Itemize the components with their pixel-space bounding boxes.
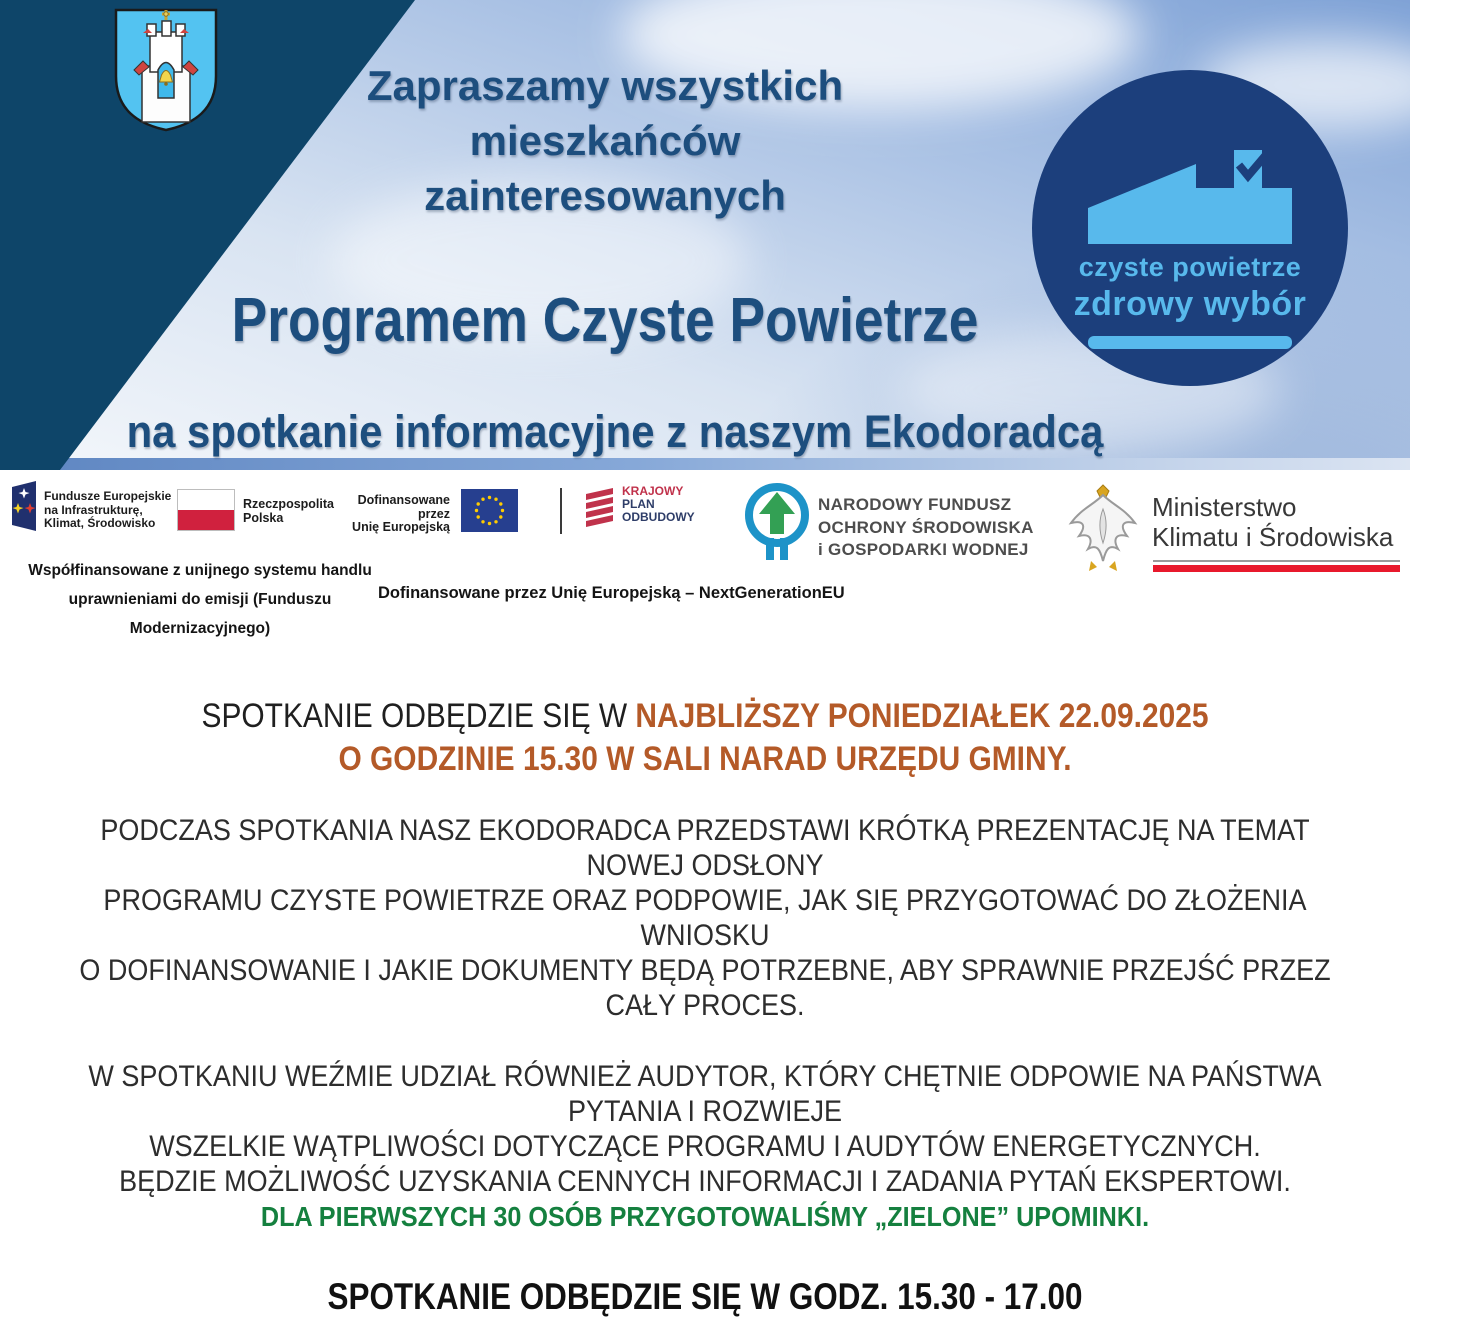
nfosigw-line: NARODOWY FUNDUSZ (818, 495, 1012, 514)
green-gifts-line: DLA PIERWSZYCH 30 OSÓB PRZYGOTOWALIŚMY „ZIELONE” UPOMINKI. (260, 1201, 1150, 1232)
nextgen-note: Dofinansowane przez Unię Europejską – NextGenerationEU (378, 584, 845, 602)
invite-heading (0, 58, 1210, 223)
eu-funds-line: na Infrastrukturę, (44, 502, 143, 517)
funding-logo-bar (0, 470, 1410, 637)
logo-divider (560, 488, 562, 534)
badge-line2: zdrowy wybór (1073, 285, 1307, 323)
ministry-label (1152, 492, 1393, 552)
nfosigw-label (818, 494, 1034, 562)
eu-funds-label (44, 490, 171, 531)
poster-body (0, 695, 1410, 1319)
paragraph-line: PODCZAS SPOTKANIA NASZ EKODORADCA PRZEDSTAWI KRÓTKĄ PREZENTACJĘ NA TEMAT NOWEJ ODSŁONY (100, 814, 1310, 882)
polish-eagle-icon (1063, 483, 1143, 575)
eu-cofund-line: Unię Europejską (352, 520, 450, 534)
invite-line: zainteresowanych (424, 172, 786, 219)
sky-bottom-strip (0, 458, 1410, 470)
czyste-powietrze-badge (1032, 70, 1348, 386)
eu-funds-line: Klimat, Środowisko (44, 516, 156, 530)
poland-flag-icon (177, 489, 235, 531)
paragraph-line: W SPOTKANIU WEŹMIE UDZIAŁ RÓWNIEŻ AUDYTOR, KTÓRY CHĘTNIE ODPOWIE NA PAŃSTWA PYTANIA I ROZWIEJE (88, 1060, 1322, 1128)
kpo-line: ODBUDOWY (622, 510, 695, 524)
kpo-line: PLAN (622, 497, 655, 511)
kpo-line: KRAJOWY (622, 484, 684, 498)
sky-header (0, 0, 1410, 470)
paragraph-presentation (71, 813, 1340, 1023)
eu-funds-line: Fundusze Europejskie (44, 489, 172, 503)
house-check-icon (1084, 150, 1296, 246)
meeting-time-place: O GODZINIE 15.30 W SALI NARAD URZĘDU GMINY. (338, 740, 1072, 778)
paragraph-line: WSZELKIE WĄTPLIWOŚCI DOTYCZĄCE PROGRAMU I AUDYTÓW ENERGETYCZNYCH. (149, 1130, 1261, 1163)
meeting-subtitle: na spotkanie informacyjne z naszym Ekodoradcą (126, 406, 1104, 457)
poland-line: Rzeczpospolita (243, 497, 334, 511)
program-title: Programem Czyste Powietrze (231, 286, 979, 355)
meeting-date-block (85, 695, 1326, 781)
nfosigw-icon (746, 482, 808, 564)
invite-line: mieszkańców (469, 117, 741, 164)
eu-cofund-line: Dofinansowane przez (357, 493, 450, 521)
kpo-label (622, 485, 695, 524)
ets-cofinance-note (0, 556, 400, 643)
eu-cofund-label (330, 494, 450, 535)
invite-line: Zapraszamy wszystkich (366, 62, 844, 109)
ets-note-line: Współfinansowane z unijnego systemu handlu (28, 562, 372, 579)
eu-flag-icon (461, 489, 518, 532)
meeting-date-prefix: SPOTKANIE ODBĘDZIE SIĘ W (201, 697, 636, 735)
badge-line1: czyste powietrze (1078, 252, 1302, 282)
paragraph-auditor (71, 1059, 1340, 1199)
nfosigw-line: OCHRONY ŚRODOWISKA (818, 517, 1034, 537)
kpo-icon (583, 485, 616, 527)
paragraph-line: O DOFINANSOWANIE I JAKIE DOKUMENTY BĘDĄ POTRZEBNE, ABY SPRAWNIE PRZEJŚĆ PRZEZ CAŁY PROCES. (79, 954, 1331, 1022)
meeting-date-highlight: NAJBLIŻSZY PONIEDZIAŁEK 22.09.2025 (635, 697, 1209, 735)
ets-note-line: uprawnieniami do emisji (Funduszu Modernizacyjnego) (68, 591, 332, 637)
ministry-underline (1153, 560, 1400, 572)
badge-underline (1088, 336, 1292, 349)
meeting-hours-line: SPOTKANIE ODBĘDZIE SIĘ W GODZ. 15.30 - 17.00 (327, 1276, 1083, 1317)
meeting-date-line1 (85, 695, 1326, 738)
poland-label (243, 498, 334, 525)
ministry-line: Ministerstwo (1152, 492, 1297, 522)
paragraph-line: BĘDZIE MOŻLIWOŚĆ UZYSKANIA CENNYCH INFORMACJI I ZADANIA PYTAŃ EKSPERTOWI. (119, 1165, 1291, 1198)
poland-line: Polska (243, 510, 284, 525)
paragraph-line: PROGRAMU CZYSTE POWIETRZE ORAZ PODPOWIE, JAK SIĘ PRZYGOTOWAĆ DO ZŁOŻENIA WNIOSKU (103, 884, 1307, 952)
ministry-line: Klimatu i Środowiska (1152, 522, 1394, 552)
eu-funds-flag-icon (10, 480, 38, 534)
nfosigw-line: i GOSPODARKI WODNEJ (818, 540, 1029, 559)
